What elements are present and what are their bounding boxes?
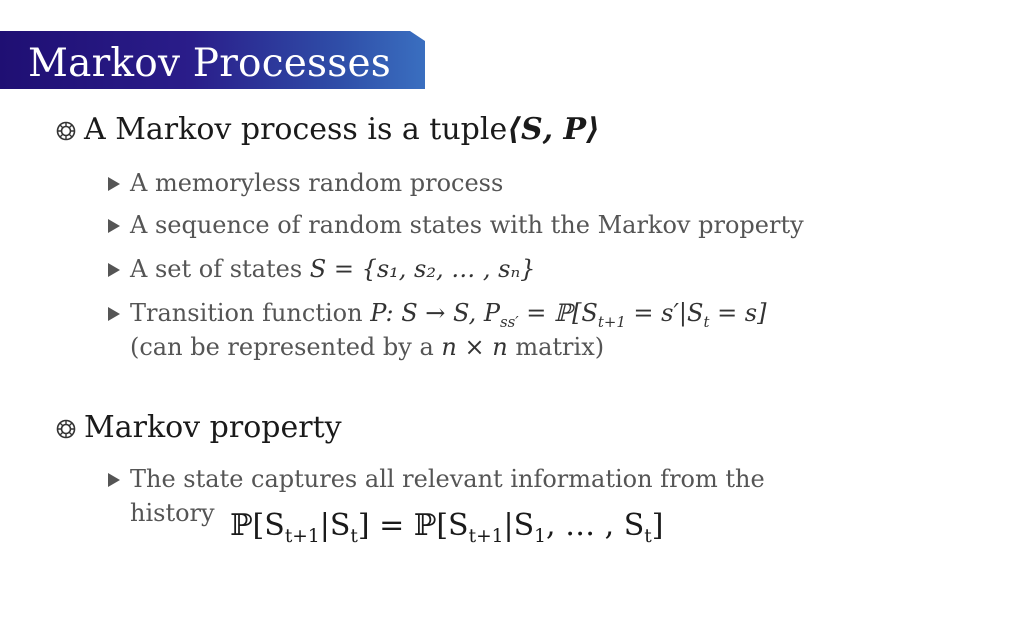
list-item-continuation [130, 496, 215, 530]
list-item [108, 208, 804, 242]
list-item [108, 166, 503, 200]
triangle-bullet-icon [108, 263, 120, 277]
matrix-math: n × n [441, 333, 508, 361]
item-text: The state captures all relevant information from the [130, 465, 765, 493]
states-set-math: S = {s₁, s₂, … , sₙ} [309, 255, 536, 283]
triangle-bullet-icon [108, 307, 120, 321]
heading-text: A Markov process is a tuple [84, 112, 508, 147]
list-item [108, 252, 535, 286]
item-text: matrix) [507, 333, 605, 361]
tuple-math: ⟨𝑺, 𝑷⟩ [507, 112, 600, 147]
slide-title: Markov Processes [28, 41, 391, 86]
gear-bullet-icon [56, 121, 76, 141]
item-text: A sequence of random states with the Markov property [130, 211, 804, 239]
item-text: A set of states [130, 255, 310, 283]
markov-property-formula: $ℙ[S_{t+1}|S_t]$ = $ℙ[S_{t+1}|S_1$, … , $S_t$] [230, 508, 664, 547]
list-item-continuation [130, 330, 604, 364]
gear-bullet-icon [56, 419, 76, 439]
section-heading-markov-property [56, 410, 342, 445]
item-text: A memoryless random process [130, 169, 504, 197]
heading-text: Markov property [84, 410, 342, 445]
triangle-bullet-icon [108, 473, 120, 487]
section-heading-markov-process [56, 112, 600, 147]
item-text: (can be represented by a [130, 333, 442, 361]
list-item [108, 462, 765, 496]
item-text: Transition function [130, 299, 371, 327]
transition-math: P: S → S, $P_{ss'}$ = $ℙ[S_{t+1} = s'|S_t = s]$ [370, 299, 767, 331]
triangle-bullet-icon [108, 177, 120, 191]
triangle-bullet-icon [108, 219, 120, 233]
item-text: history [130, 499, 215, 527]
